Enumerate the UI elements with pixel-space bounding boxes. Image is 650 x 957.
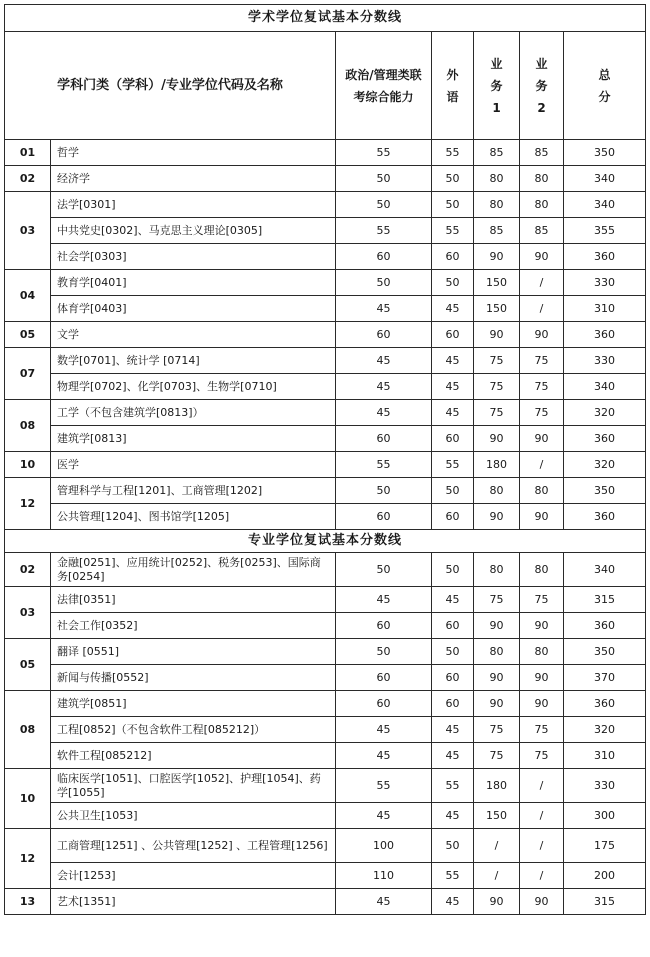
biz2-score-cell: /	[520, 270, 564, 296]
category-code: 12	[5, 478, 51, 530]
total-score-cell: 340	[564, 553, 646, 587]
total-score-cell: 340	[564, 192, 646, 218]
biz2-score-cell: /	[520, 803, 564, 829]
total-score-cell: 350	[564, 639, 646, 665]
foreign-score-cell: 50	[432, 270, 474, 296]
foreign-score-cell: 50	[432, 639, 474, 665]
politics-score-cell: 50	[336, 270, 432, 296]
total-score-cell: 360	[564, 244, 646, 270]
foreign-score-cell: 55	[432, 863, 474, 889]
biz1-score-cell: 75	[474, 717, 520, 743]
foreign-score-cell: 60	[432, 665, 474, 691]
foreign-score-cell: 60	[432, 504, 474, 530]
biz1-score-cell: 180	[474, 452, 520, 478]
subject-name-cell: 建筑学[0851]	[51, 691, 336, 717]
biz2-score-cell: 75	[520, 374, 564, 400]
table-row	[5, 613, 646, 639]
table-row	[5, 270, 646, 296]
total-score-cell: 355	[564, 218, 646, 244]
total-score-cell: 320	[564, 400, 646, 426]
category-code: 08	[5, 400, 51, 452]
total-score-cell: 200	[564, 863, 646, 889]
politics-score-cell: 55	[336, 452, 432, 478]
biz1-header-char3: 1	[492, 100, 501, 115]
table-row	[5, 478, 646, 504]
biz2-score-cell: 80	[520, 166, 564, 192]
politics-score-cell: 55	[336, 218, 432, 244]
politics-header-line1: 政治/管理类联	[345, 67, 422, 82]
subject-name-cell: 工程[0852]（不包含软件工程[085212]）	[51, 717, 336, 743]
politics-score-cell: 60	[336, 426, 432, 452]
foreign-score-cell: 55	[432, 769, 474, 803]
biz1-score-cell: /	[474, 829, 520, 863]
foreign-header	[432, 32, 474, 140]
biz1-score-cell: 80	[474, 553, 520, 587]
biz1-score-cell: 80	[474, 166, 520, 192]
foreign-score-cell: 45	[432, 374, 474, 400]
total-score-cell: 330	[564, 270, 646, 296]
politics-score-cell: 45	[336, 587, 432, 613]
total-score-cell: 310	[564, 743, 646, 769]
total-score-cell: 360	[564, 613, 646, 639]
table-row	[5, 587, 646, 613]
table-row	[5, 803, 646, 829]
biz2-score-cell: 75	[520, 717, 564, 743]
foreign-score-cell: 60	[432, 322, 474, 348]
politics-score-cell: 50	[336, 166, 432, 192]
professional-title-body	[5, 530, 646, 553]
biz2-score-cell: 75	[520, 348, 564, 374]
biz2-score-cell: 90	[520, 613, 564, 639]
biz2-score-cell: 90	[520, 426, 564, 452]
subject-name-cell: 教育学[0401]	[51, 270, 336, 296]
foreign-score-cell: 55	[432, 218, 474, 244]
biz1-score-cell: 75	[474, 587, 520, 613]
category-code: 13	[5, 889, 51, 915]
category-code: 05	[5, 639, 51, 691]
biz1-score-cell: 150	[474, 803, 520, 829]
table-row	[5, 218, 646, 244]
academic-title: 学术学位复试基本分数线	[5, 5, 646, 32]
total-score-cell: 350	[564, 478, 646, 504]
biz2-score-cell: 90	[520, 244, 564, 270]
biz2-score-cell: 90	[520, 665, 564, 691]
total-score-cell: 340	[564, 374, 646, 400]
biz2-score-cell: 80	[520, 192, 564, 218]
foreign-score-cell: 55	[432, 452, 474, 478]
biz1-score-cell: 90	[474, 244, 520, 270]
table-row	[5, 889, 646, 915]
biz2-score-cell: 90	[520, 691, 564, 717]
table-row	[5, 426, 646, 452]
politics-score-cell: 60	[336, 691, 432, 717]
politics-score-cell: 60	[336, 322, 432, 348]
subject-name-cell: 医学	[51, 452, 336, 478]
category-code: 05	[5, 322, 51, 348]
biz1-score-cell: 150	[474, 270, 520, 296]
politics-score-cell: 60	[336, 504, 432, 530]
foreign-header-char2: 语	[446, 89, 459, 104]
total-score-cell: 360	[564, 426, 646, 452]
total-score-cell: 340	[564, 166, 646, 192]
total-score-cell: 350	[564, 140, 646, 166]
biz2-header	[520, 32, 564, 140]
table-row	[5, 348, 646, 374]
category-code: 03	[5, 192, 51, 270]
table-row	[5, 400, 646, 426]
foreign-score-cell: 45	[432, 348, 474, 374]
biz2-score-cell: 75	[520, 587, 564, 613]
subject-name-cell: 社会工作[0352]	[51, 613, 336, 639]
biz2-score-cell: 90	[520, 322, 564, 348]
category-code: 12	[5, 829, 51, 889]
politics-header	[336, 32, 432, 140]
foreign-score-cell: 45	[432, 889, 474, 915]
subject-name-cell: 工学（不包含建筑学[0813]）	[51, 400, 336, 426]
foreign-score-cell: 45	[432, 743, 474, 769]
foreign-score-cell: 60	[432, 691, 474, 717]
biz2-score-cell: 90	[520, 889, 564, 915]
biz1-header	[474, 32, 520, 140]
subject-name-cell: 翻译 [0551]	[51, 639, 336, 665]
subject-name-cell: 管理科学与工程[1201]、工商管理[1202]	[51, 478, 336, 504]
politics-score-cell: 60	[336, 665, 432, 691]
biz1-score-cell: 90	[474, 426, 520, 452]
table-row	[5, 769, 646, 803]
biz1-score-cell: 90	[474, 504, 520, 530]
biz1-score-cell: 75	[474, 743, 520, 769]
politics-score-cell: 45	[336, 717, 432, 743]
foreign-score-cell: 60	[432, 613, 474, 639]
biz2-score-cell: 75	[520, 400, 564, 426]
biz1-score-cell: 150	[474, 296, 520, 322]
foreign-score-cell: 60	[432, 244, 474, 270]
professional-title-row	[5, 530, 646, 553]
biz1-score-cell: 75	[474, 400, 520, 426]
politics-score-cell: 60	[336, 613, 432, 639]
foreign-score-cell: 50	[432, 166, 474, 192]
subject-name-cell: 工商管理[1251] 、公共管理[1252] 、工程管理[1256]	[51, 829, 336, 863]
subject-name-cell: 会计[1253]	[51, 863, 336, 889]
foreign-score-cell: 60	[432, 426, 474, 452]
politics-score-cell: 50	[336, 553, 432, 587]
biz1-score-cell: 75	[474, 348, 520, 374]
biz2-score-cell: /	[520, 769, 564, 803]
table-row	[5, 553, 646, 587]
category-code: 02	[5, 553, 51, 587]
category-code: 08	[5, 691, 51, 769]
category-code: 03	[5, 587, 51, 639]
biz1-score-cell: 90	[474, 889, 520, 915]
foreign-score-cell: 50	[432, 829, 474, 863]
category-code: 10	[5, 452, 51, 478]
biz2-score-cell: 80	[520, 478, 564, 504]
politics-score-cell: 55	[336, 140, 432, 166]
foreign-score-cell: 45	[432, 296, 474, 322]
politics-score-cell: 45	[336, 400, 432, 426]
total-header-char1: 总	[598, 67, 611, 82]
column-header-row	[5, 32, 646, 140]
foreign-score-cell: 50	[432, 192, 474, 218]
total-score-cell: 315	[564, 889, 646, 915]
total-score-cell: 360	[564, 691, 646, 717]
total-score-cell: 300	[564, 803, 646, 829]
total-score-cell: 175	[564, 829, 646, 863]
biz1-header-char2: 务	[490, 78, 503, 93]
biz2-score-cell: 75	[520, 743, 564, 769]
subject-header: 学科门类（学科）/专业学位代码及名称	[5, 32, 336, 140]
table-row	[5, 296, 646, 322]
politics-header-line2: 考综合能力	[353, 89, 414, 104]
table-row	[5, 743, 646, 769]
biz1-score-cell: 80	[474, 192, 520, 218]
subject-name-cell: 经济学	[51, 166, 336, 192]
politics-score-cell: 60	[336, 244, 432, 270]
biz1-header-char1: 业	[490, 56, 503, 71]
foreign-score-cell: 45	[432, 400, 474, 426]
biz1-score-cell: 75	[474, 374, 520, 400]
politics-score-cell: 110	[336, 863, 432, 889]
total-score-cell: 360	[564, 504, 646, 530]
table-row	[5, 691, 646, 717]
politics-score-cell: 50	[336, 639, 432, 665]
subject-name-cell: 新闻与传播[0552]	[51, 665, 336, 691]
professional-title: 专业学位复试基本分数线	[5, 530, 646, 553]
table-row	[5, 665, 646, 691]
subject-name-cell: 哲学	[51, 140, 336, 166]
politics-score-cell: 45	[336, 889, 432, 915]
biz2-score-cell: 90	[520, 504, 564, 530]
total-score-cell: 360	[564, 322, 646, 348]
total-header-char2: 分	[598, 89, 611, 104]
biz1-score-cell: 90	[474, 613, 520, 639]
academic-body	[5, 140, 646, 530]
biz1-score-cell: 80	[474, 478, 520, 504]
politics-score-cell: 50	[336, 192, 432, 218]
total-score-cell: 370	[564, 665, 646, 691]
politics-score-cell: 45	[336, 374, 432, 400]
biz2-header-char2: 务	[535, 78, 548, 93]
table-row	[5, 374, 646, 400]
biz2-score-cell: 80	[520, 639, 564, 665]
subject-name-cell: 物理学[0702]、化学[0703]、生物学[0710]	[51, 374, 336, 400]
subject-name-cell: 中共党史[0302]、马克思主义理论[0305]	[51, 218, 336, 244]
category-code: 02	[5, 166, 51, 192]
table-row	[5, 192, 646, 218]
biz2-score-cell: /	[520, 863, 564, 889]
politics-score-cell: 50	[336, 478, 432, 504]
table-row	[5, 452, 646, 478]
category-code: 07	[5, 348, 51, 400]
foreign-score-cell: 45	[432, 587, 474, 613]
table-row	[5, 140, 646, 166]
biz2-score-cell: /	[520, 829, 564, 863]
foreign-score-cell: 50	[432, 478, 474, 504]
biz2-score-cell: 80	[520, 553, 564, 587]
total-score-cell: 320	[564, 717, 646, 743]
subject-name-cell: 艺术[1351]	[51, 889, 336, 915]
subject-name-cell: 建筑学[0813]	[51, 426, 336, 452]
score-table	[4, 4, 646, 915]
foreign-header-char1: 外	[446, 67, 459, 82]
foreign-score-cell: 45	[432, 803, 474, 829]
category-code: 10	[5, 769, 51, 829]
politics-score-cell: 55	[336, 769, 432, 803]
table-row	[5, 322, 646, 348]
academic-title-row	[5, 5, 646, 32]
subject-name-cell: 公共管理[1204]、图书馆学[1205]	[51, 504, 336, 530]
subject-name-cell: 金融[0251]、应用统计[0252]、税务[0253]、国际商务[0254]	[51, 553, 336, 587]
biz1-score-cell: 180	[474, 769, 520, 803]
biz1-score-cell: 90	[474, 665, 520, 691]
subject-name-cell: 法学[0301]	[51, 192, 336, 218]
category-code: 01	[5, 140, 51, 166]
table-row	[5, 639, 646, 665]
biz1-score-cell: 90	[474, 322, 520, 348]
table-row	[5, 166, 646, 192]
biz1-score-cell: 85	[474, 140, 520, 166]
biz2-header-char1: 业	[535, 56, 548, 71]
biz2-score-cell: 85	[520, 218, 564, 244]
subject-name-cell: 社会学[0303]	[51, 244, 336, 270]
total-score-cell: 330	[564, 348, 646, 374]
politics-score-cell: 45	[336, 296, 432, 322]
table-row	[5, 244, 646, 270]
subject-name-cell: 文学	[51, 322, 336, 348]
category-code: 04	[5, 270, 51, 322]
foreign-score-cell: 55	[432, 140, 474, 166]
biz2-score-cell: /	[520, 296, 564, 322]
table-row	[5, 717, 646, 743]
biz1-score-cell: /	[474, 863, 520, 889]
subject-name-cell: 体育学[0403]	[51, 296, 336, 322]
biz2-score-cell: 85	[520, 140, 564, 166]
biz1-score-cell: 80	[474, 639, 520, 665]
politics-score-cell: 45	[336, 743, 432, 769]
foreign-score-cell: 45	[432, 717, 474, 743]
biz1-score-cell: 85	[474, 218, 520, 244]
biz1-score-cell: 90	[474, 691, 520, 717]
politics-score-cell: 100	[336, 829, 432, 863]
total-score-cell: 315	[564, 587, 646, 613]
subject-name-cell: 数学[0701]、统计学 [0714]	[51, 348, 336, 374]
total-header	[564, 32, 646, 140]
biz2-header-char3: 2	[537, 100, 546, 115]
subject-name-cell: 临床医学[1051]、口腔医学[1052]、护理[1054]、药学[1055]	[51, 769, 336, 803]
biz2-score-cell: /	[520, 452, 564, 478]
table-row	[5, 863, 646, 889]
subject-name-cell: 法律[0351]	[51, 587, 336, 613]
total-score-cell: 330	[564, 769, 646, 803]
professional-body	[5, 553, 646, 915]
politics-score-cell: 45	[336, 803, 432, 829]
subject-name-cell: 软件工程[085212]	[51, 743, 336, 769]
subject-name-cell: 公共卫生[1053]	[51, 803, 336, 829]
politics-score-cell: 45	[336, 348, 432, 374]
foreign-score-cell: 50	[432, 553, 474, 587]
table-row	[5, 829, 646, 863]
table-row	[5, 504, 646, 530]
total-score-cell: 310	[564, 296, 646, 322]
total-score-cell: 320	[564, 452, 646, 478]
